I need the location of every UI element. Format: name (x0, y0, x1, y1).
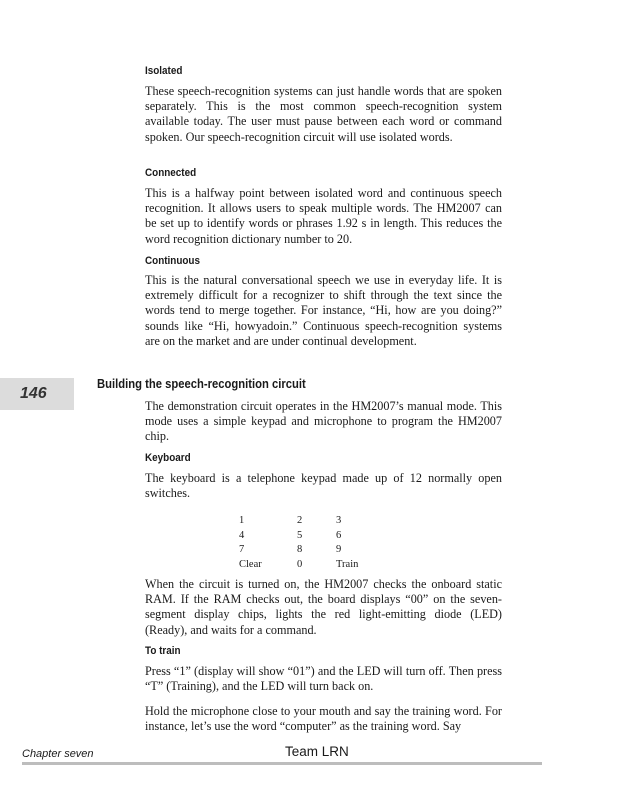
keypad-key: 3 (336, 515, 342, 526)
heading-continuous: Continuous (145, 255, 200, 267)
paragraph-building: The demonstration circuit operates in the HM2007’s manual mode. This mode uses a simple keypad and microphone to program the HM2007 chip. (145, 399, 502, 444)
page-number: 146 (20, 385, 47, 402)
heading-keyboard: Keyboard (145, 452, 191, 464)
footer-watermark: Team LRN (285, 744, 349, 759)
paragraph-connected: This is a halfway point between isolated word and continuous speech recognition. It allows users to speak multiple words. The HM2007 can be set up to identify words or phrases 1.92 s in length. This reduces the word recognition dictionary number to 20. (145, 186, 502, 246)
paragraph-to-train-1: Press “1” (display will show “01”) and the LED will turn off. Then press “T” (Training), and the LED will turn back on. (145, 664, 502, 694)
keypad-key: Clear (239, 558, 262, 570)
chapter-label: Chapter seven (22, 748, 94, 760)
heading-connected: Connected (145, 167, 197, 179)
keypad-row (239, 543, 394, 558)
keypad-key: 4 (239, 529, 245, 541)
paragraph-to-train-2: Hold the microphone close to your mouth and say the training word. For instance, let’s use the word “computer” as the training word. Say (145, 704, 502, 734)
keypad-row (239, 514, 394, 529)
keypad-row (239, 529, 394, 544)
keypad-key: 5 (297, 529, 303, 541)
keypad-key: 1 (239, 515, 245, 526)
keypad-key: 0 (297, 558, 303, 570)
heading-to-train: To train (145, 645, 181, 657)
keypad-key: 2 (297, 515, 303, 526)
paragraph-isolated: These speech-recognition systems can just handle words that are spoken separately. This is the most common speech-recognition system available today. The user must pause between each word or command spoken. Our speech-recognition circuit will use isolated words. (145, 84, 502, 144)
paragraph-keyboard: The keyboard is a telephone keypad made up of 12 normally open switches. (145, 471, 502, 501)
paragraph-continuous: This is the natural conversational speech we use in everyday life. It is extremely difficult for a recognizer to shift through the text since the words tend to merge together. For instance, “Hi, how are you doing?” sounds like “Hi, howyadoin.” Continuous speech-recognition systems are on the market and are under continual development. (145, 273, 502, 348)
section-heading-building: Building the speech-recognition circuit (97, 377, 306, 391)
keypad-key: 6 (336, 529, 342, 541)
keypad-key: 8 (297, 544, 303, 555)
keypad-table (239, 514, 394, 572)
keypad-key: 9 (336, 544, 342, 555)
heading-isolated: Isolated (145, 65, 183, 77)
keypad-key: 7 (239, 544, 245, 555)
keypad-row (239, 558, 394, 573)
keypad-key: Train (336, 558, 359, 570)
footer-divider (22, 762, 542, 765)
paragraph-power-on: When the circuit is turned on, the HM2007 checks the onboard static RAM. If the RAM checks out, the board displays “00” on the seven-segment display chips, lights the red light-emitting diode (LED) (Ready), and waits for a command. (145, 577, 502, 637)
